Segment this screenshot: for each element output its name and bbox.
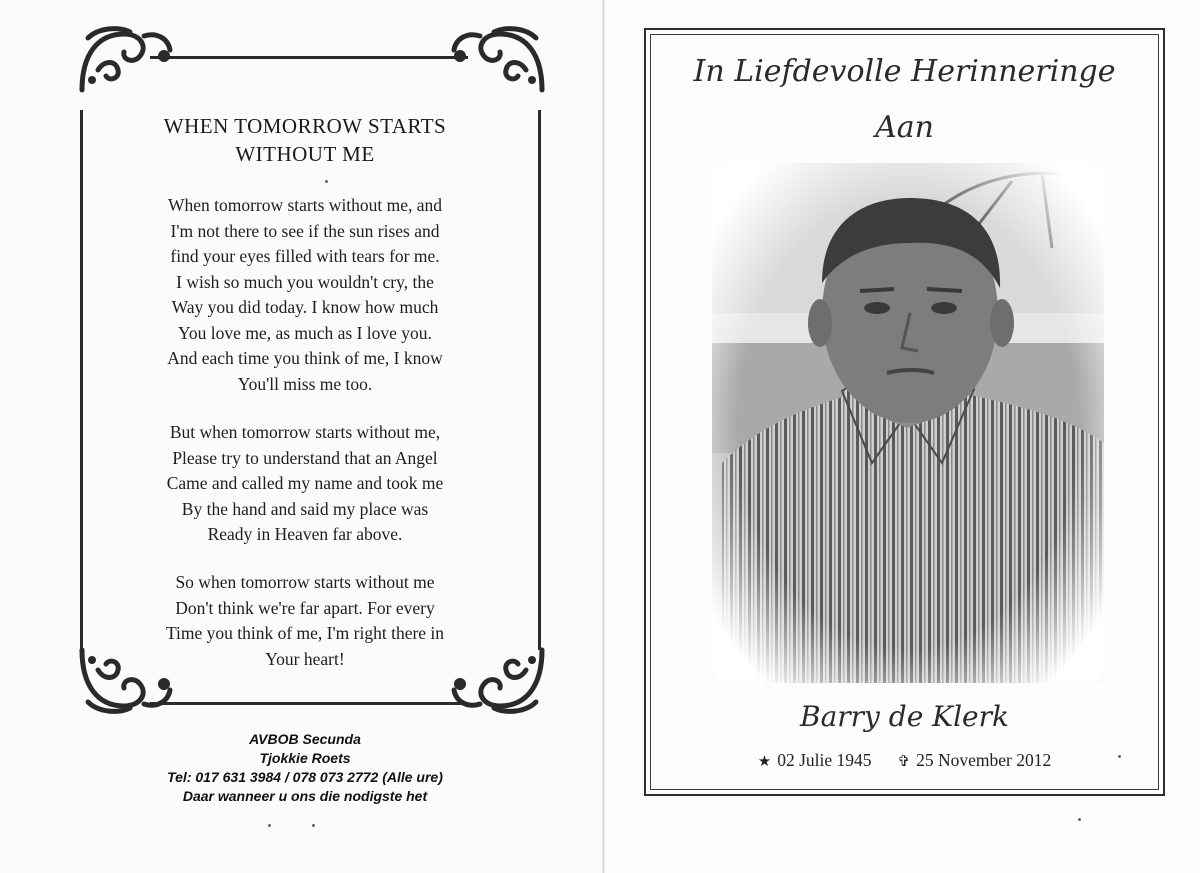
frame-bottom-line <box>150 702 468 705</box>
frame-right-line <box>538 110 541 650</box>
poem-title-line: WITHOUT ME <box>235 142 375 166</box>
undertaker-slogan: Daar wanneer u ons die nodigste het <box>182 788 428 804</box>
poem-line: So when tomorrow starts without me <box>175 572 435 592</box>
poem-line: I'm not there to see if the sun rises and <box>170 220 440 241</box>
undertaker-contact-person: Tjokkie Roets <box>259 750 351 766</box>
birth-date: 02 Julie 1945 <box>777 750 872 770</box>
poem-line: And each time you think of me, I know <box>167 348 443 368</box>
poem-line: By the hand and said my place was <box>181 498 429 519</box>
poem-line: Please try to understand that an Angel <box>172 447 438 468</box>
corner-ornament-icon <box>78 24 178 94</box>
birth-date-group <box>758 750 872 770</box>
star-icon: ★ <box>757 754 772 770</box>
paper-speck <box>1078 818 1081 821</box>
poem-line: Way you did today. I know how much <box>171 297 439 317</box>
paper-speck <box>325 180 328 183</box>
paper-speck <box>312 824 315 827</box>
poem-line: Came and called my name and took me <box>166 473 444 493</box>
poem-line: Don't think we're far apart. For every <box>175 597 435 618</box>
poem-stanza-1 <box>80 193 530 397</box>
undertaker-phone: Tel: 017 631 3984 / 078 073 2772 (Alle ure) <box>167 769 443 785</box>
memorial-heading: In Liefdevolle Herinneringe <box>693 54 1116 89</box>
paper-speck <box>268 824 271 827</box>
poem-line: Ready in Heaven far above. <box>207 524 403 544</box>
poem-line: You'll miss me too. <box>237 373 373 394</box>
poem-line: Time you think of me, I'm right there in <box>165 623 445 643</box>
paper-speck <box>1118 755 1121 758</box>
death-date: 25 November 2012 <box>916 750 1052 770</box>
poem-title-line: WHEN TOMORROW STARTS <box>163 114 447 138</box>
poem-stanza-3 <box>80 570 530 672</box>
undertaker-name: AVBOB Secunda <box>249 731 361 747</box>
memorial-heading-aan: Aan <box>875 110 934 145</box>
poem-line: find your eyes filled with tears for me. <box>170 246 440 266</box>
undertaker-details <box>80 730 530 806</box>
poem-line: But when tomorrow starts without me, <box>169 422 441 442</box>
card-fold <box>602 0 605 873</box>
portrait-photo-icon <box>712 163 1104 683</box>
deceased-name: Barry de Klerk <box>800 700 1009 733</box>
life-dates <box>650 750 1159 771</box>
poem-line: You love me, as much as I love you. <box>178 322 432 343</box>
poem-line: I wish so much you wouldn't cry, the <box>176 271 434 292</box>
poem-title <box>80 112 530 168</box>
poem-line: When tomorrow starts without me, and <box>167 195 443 215</box>
poem-stanza-2 <box>80 420 530 548</box>
cross-icon: ✞ <box>897 754 911 770</box>
death-date-group <box>898 750 1052 770</box>
corner-ornament-icon <box>446 24 546 94</box>
poem-line: Your heart! <box>265 648 345 669</box>
frame-top-line <box>150 56 468 59</box>
